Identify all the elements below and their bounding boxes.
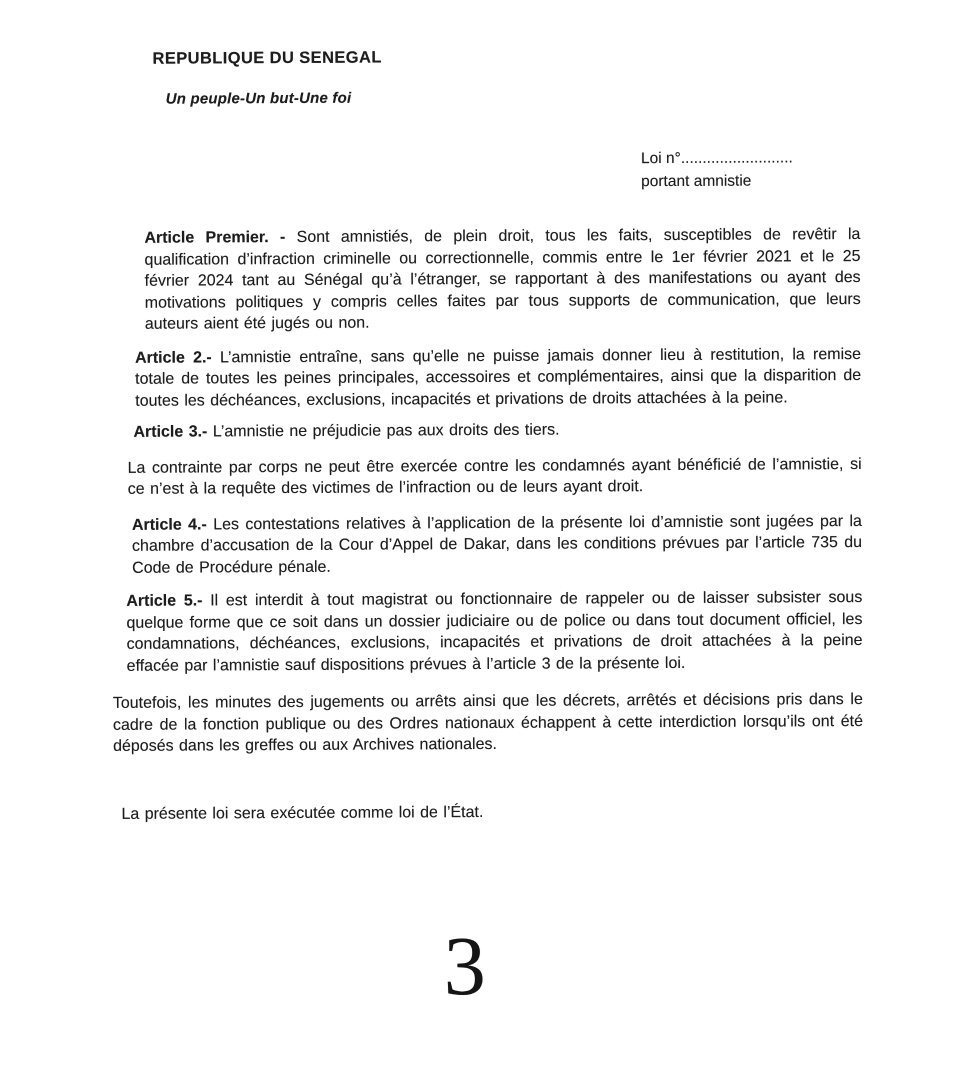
page-number: 3 [443, 919, 486, 1014]
national-motto: Un peuple-Un but-Une foi [165, 89, 352, 108]
law-paragraph: Article 2.- L’amnistie entraîne, sans qu’elle ne puisse jamais donner lieu à restitution, la remise totale de toutes les peines principales, accessoires et complémentaires, ainsi que la disparition de toutes les déchéances, exclusions, incapacités et privations de droits attachées à la peine. [134, 345, 862, 410]
law-paragraph: Article 3.- L’amnistie ne préjudicie pas aux droits des tiers. [133, 421, 560, 441]
article-lead: Article Premier. - [144, 229, 286, 247]
law-paragraph: La contrainte par corps ne peut être exercée contre les condamnés ayant bénéficié de l’amnistie, si ce n’est à la requête des victimes de l’infraction ou de leurs ayant droit. [127, 455, 862, 498]
law-number-line: Loi n°.......................... [640, 149, 793, 168]
law-paragraph: Toutefois, les minutes des jugements ou arrêts ainsi que les décrets, arrêtés et décisions pris dans le cadre de la fonction publique ou des Ordres nationaux échappent à cette interdiction lorsqu’ils ont été déposés dans les greffes ou aux Archives nationales. [112, 690, 863, 755]
law-body [0, 223, 965, 837]
law-paragraph: Article Premier. - Sont amnistiés, de plein droit, tous les faits, susceptibles de revêtir la qualification d’infraction criminelle ou correctionnelle, commis entre le 1er février 2021 et le 25 février 2024 tant au Sénégal qu’à l’étranger, se rapportant à des manifestations ou ayant des motivations politiques y compris celles faites par tous supports de communication, que leurs auteurs aient été jugés ou non. [144, 226, 861, 333]
article-lead: Article 4.- [131, 515, 207, 534]
law-paragraph: La présente loi sera exécutée comme loi de l’État. [121, 803, 484, 823]
article-lead: Article 2.- [134, 348, 212, 367]
law-reference-block [641, 146, 793, 193]
law-paragraph: Article 5.- Il est interdit à tout magistrat ou fonctionnaire de rappeler ou de laisser subsister sous quelque forme que ce soit dans un dossier judiciaire ou de police ou dans tout document officiel, les condamnations, déchéances, exclusions, incapacités et privations de droit attachées à la peine effacée par l’amnistie sauf dispositions prévues à l’article 3 de la présente loi. [126, 588, 863, 675]
republic-title: REPUBLIQUE DU SENEGAL [152, 48, 382, 68]
article-lead: Article 5.- [126, 592, 203, 610]
article-lead: Article 3.- [133, 423, 208, 441]
law-subject-line: portant amnistie [641, 172, 752, 191]
law-paragraph: Article 4.- Les contestations relatives à l’application de la présente loi d’amnistie sont jugées par la chambre d’accusation de la Cour d’Appel de Dakar, dans les conditions prévues par l’article 735 du Code de Procédure pénale. [131, 512, 863, 577]
